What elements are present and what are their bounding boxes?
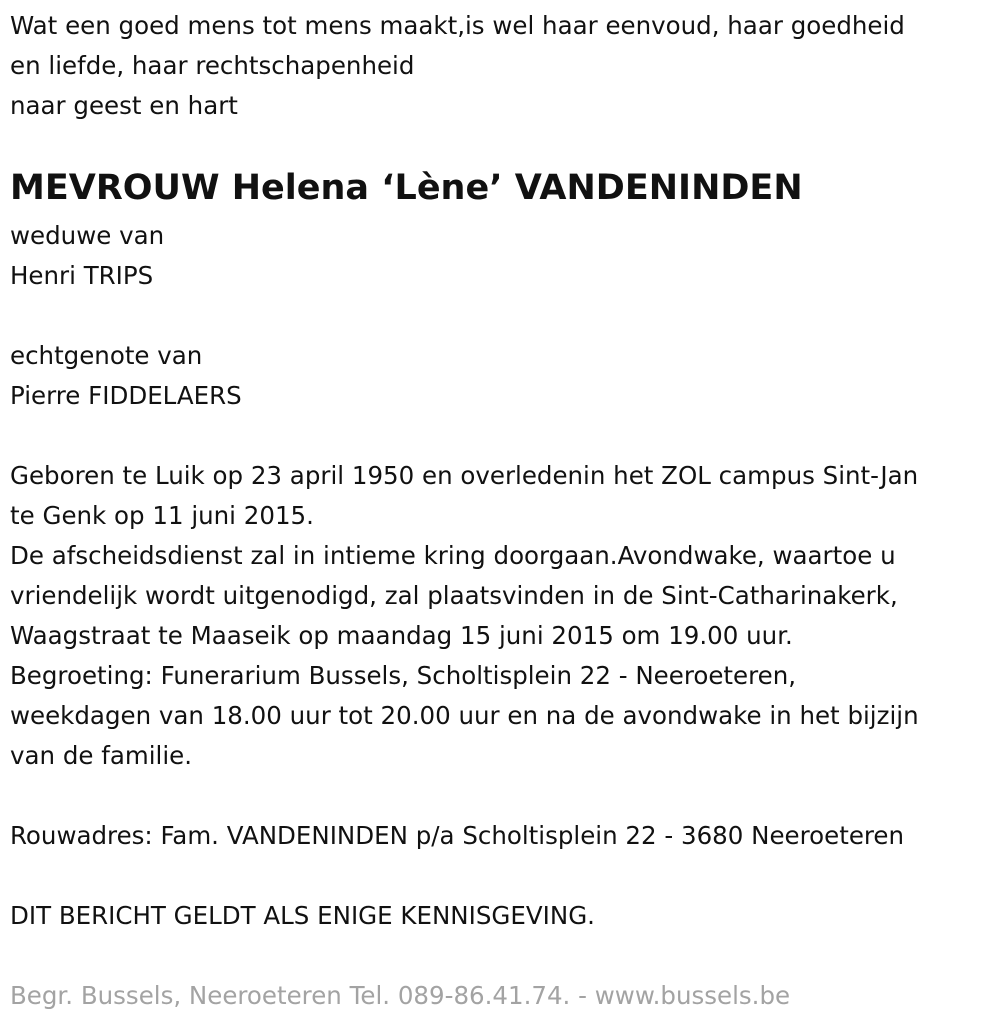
funeral-home-footer: Begr. Bussels, Neeroeteren Tel. 089-86.41.74. - www.bussels.be — [10, 981, 791, 1010]
spacer — [10, 416, 995, 456]
motto-line-2: en liefde, haar rechtschapenheid — [10, 51, 415, 80]
motto-line-1: Wat een goed mens tot mens maakt,is wel haar eenvoud, haar goedheid — [10, 11, 905, 40]
details-line-6: Begroeting: Funerarium Bussels, Scholtisplein 22 - Neeroeteren, — [10, 661, 797, 690]
deceased-name: MEVROUW Helena ‘Lène’ VANDENINDEN — [10, 168, 803, 208]
details-line-8: van de familie. — [10, 741, 193, 770]
spouse-name: Pierre FIDDELAERS — [10, 381, 242, 410]
mourning-address: Rouwadres: Fam. VANDENINDEN p/a Scholtisplein 22 - 3680 Neeroeteren — [10, 821, 905, 850]
spacer — [10, 936, 995, 976]
obituary-notice — [10, 6, 995, 1016]
spouse-block — [10, 336, 995, 416]
widow-label: weduwe van — [10, 221, 165, 250]
details-paragraph — [10, 456, 995, 776]
spouse-label: echtgenote van — [10, 341, 203, 370]
details-line-5: Waagstraat te Maaseik op maandag 15 juni 2015 om 19.00 uur. — [10, 621, 793, 650]
spacer — [10, 856, 995, 896]
details-line-4: vriendelijk wordt uitgenodigd, zal plaatsvinden in de Sint-Catharinakerk, — [10, 581, 898, 610]
spacer — [10, 776, 995, 816]
widow-name: Henri TRIPS — [10, 261, 154, 290]
details-line-1: Geboren te Luik op 23 april 1950 en overledenin het ZOL campus Sint-Jan — [10, 461, 919, 490]
widow-block — [10, 216, 995, 296]
details-line-7: weekdagen van 18.00 uur tot 20.00 uur en na de avondwake in het bijzijn — [10, 701, 919, 730]
notice-statement: DIT BERICHT GELDT ALS ENIGE KENNISGEVING. — [10, 901, 595, 930]
details-line-3: De afscheidsdienst zal in intieme kring doorgaan.Avondwake, waartoe u — [10, 541, 896, 570]
motto-line-3: naar geest en hart — [10, 91, 238, 120]
spacer — [10, 296, 995, 336]
details-line-2: te Genk op 11 juni 2015. — [10, 501, 314, 530]
motto-quote — [10, 6, 995, 126]
